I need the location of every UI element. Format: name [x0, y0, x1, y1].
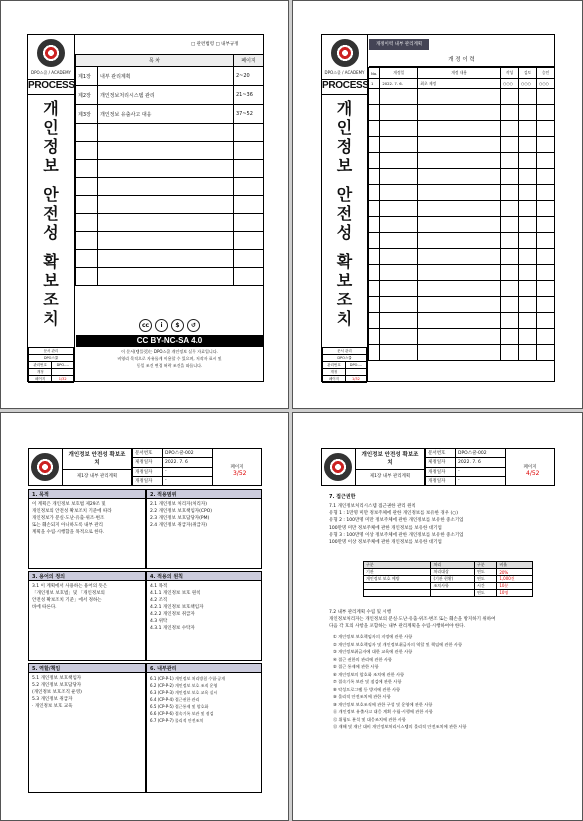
- doc-meta-table: 문서번호 DPO스쿨-002 페이지 제정일자 2022. 7. 6 개정일자 - 개정일자 -: [425, 448, 555, 486]
- cc-icon: cc: [139, 319, 152, 332]
- revision-title: 개 정 이 력: [369, 53, 554, 67]
- plan-intro: 7.2 내부 관리계획 수립 및 시행 개인정보처리자는 개인정보의 분실·도난·유출·위조·변조 또는 훼손을 방지하기 위하여 다음 각 호의 사항을 포함하는 내부 관리계획을 수립·시행하여야 한다.: [329, 610, 496, 630]
- doc-control-table: 문서 관리 DPO스쿨 관리번호 DPO-... 개정 페이지 1/32: [322, 347, 367, 383]
- logo-icon: [31, 453, 59, 481]
- section-principles: 4. 적용의 원칙 4.1 목적 4.1.1 개인정보 보호 원칙 4.2 조직 4.2.1 개인정보 보호책임자 4.2.2 개인정보 취급자 4.3 위탁 4.3.1 개인정보 수탁자: [146, 571, 262, 661]
- section-scope: 2. 적용범위 2.1 개인정보 처리자(처리자) 2.2 개인정보 보호책임자(CPO) 2.3 개인정보 보호담당자(PM) 2.4 개인정보 취급자(취급자): [146, 489, 262, 569]
- access-types: 7.1 개인정보처리시스템 접근권한 관리 원칙 유형 1 : 1만명 미만 정보주체에 관한 개인정보를 보유한 경우 (○) 유형 2 : 100만명 미만 정보주체에 관한 개인정보를 보유한 중소기업 100만명 미만 정보주체에 관한 개인정보를 보유한 대기업 유형 3 : 100만명 이상 정보주체에 관한 개인정보를 보유한 중소기업 100만명 이상 정보주체에 관한 개인정보를 보유한 대기업: [329, 504, 464, 546]
- section-definitions: 3. 용어의 정의 3.1 이 계획에서 사용하는 용어의 뜻은 「개인정보 보호법」및 「개인정보의 안전성 확보조치 기준」에서 정하는 바에 따른다.: [28, 571, 146, 661]
- doc-chapter: 제1장 내부 관리계획: [63, 469, 131, 479]
- page-2: [292, 0, 583, 409]
- license-note: 이 문서(템플릿)는 DPO스쿨 개인정보 실무 자료입니다. 비영리 목적으로 자유롭게 이용할 수 있으며, 저작자 표시 및 동일 조건 변경 허락 조건을 따릅니다.: [117, 349, 222, 368]
- plan-items-list: ① 개인정보 보호책임자의 지정에 관한 사항 ② 개인정보 보호책임자 및 개인정보취급자의 역할 및 책임에 관한 사항 ③ 개인정보취급자에 대한 교육에 관한 사항 ④ 접근 권한의 관리에 관한 사항 ⑤ 접근 통제에 관한 사항 ⑥ 개인정보의 암호화 조치에 관한 사항 ⑦ 접속기록 보관 및 점검에 관한 사항 ⑧ 악성프로그램 등 방지에 관한 사항 ⑨ 물리적 안전조치에 관한 사항 ⑩ 개인정보 보호조직에 관한 구성 및 운영에 관한 사항 ⑪ 개인정보 유출사고 대응 계획 수립·시행에 관한 사항 ⑫ 위험도 분석 및 대응조치에 관한 사항 ⑬ 재해 및 재난 대비 개인정보처리시스템의 물리적 안전조치에 관한 사항: [333, 634, 467, 729]
- by-icon: i: [155, 319, 168, 332]
- revision-table: No. 개정일 개정 내용 작성 검토 승인 1 2022. 7. 6. 최초 제정 ○○○ ○○○ ○○○: [368, 67, 555, 361]
- doc-chapter: 제1장 내부 관리계획: [356, 469, 424, 479]
- section-purpose: 1. 목적 이 계획은 개인정보 보호법 제29조 및 개인정보의 안전성 확보조치 기준에 따라 개인정보가 분실·도난·유출·위조·변조 또는 훼손되지 아니하도록 내부 관리 계획을 수립·시행함을 목적으로 한다.: [28, 489, 146, 569]
- section-internal: 6. 내부관리 6.1 (CP-P-1) 개인정보 처리방침 수립·공개 6.2 (CP-P-2) 개인정보 보호 조직 운영 6.3 (CP-P-3) 개인정보 보호 교육 실시 6.4 (CP-P-4) 접근권한 관리 6.5 (CP-P-5) 접근통제 및 암호화 6.6 (CP-P-6) 접속기록 보관 및 점검 6.7 (CP-P-7) 물리적 안전조치: [146, 663, 262, 793]
- process-label: PROCESS: [28, 79, 74, 95]
- license-bar: CC BY-NC-SA 4.0: [76, 335, 263, 347]
- reference-checkboxes[interactable]: □ 관련법령 □ 내부규정: [191, 42, 239, 47]
- toc-table: 목 차 페이지 제1장 내부 관리계획 2~20 제2장 개인정보처리시스템 관리 21~36 제3장 개인정보 유출사고 대응 37~52: [75, 54, 264, 286]
- doc-title: 개인정보 안전성 확보조치: [361, 452, 419, 466]
- logo-icon: [324, 453, 352, 481]
- toc-row: 제3장 개인정보 유출사고 대응 37~52: [76, 105, 264, 124]
- section-bar: 개정이력 내부 관리계획: [369, 39, 429, 50]
- process-label: PROCESS: [322, 79, 367, 95]
- page-4: [292, 412, 583, 821]
- standards-table: 구분 처리 구분 비율 기관 처리대상 연도 20% 개인정보 보호 예방 (기관 현황) 연도 1,000건 조치사항 시간 10분 연도 10명: [363, 561, 533, 597]
- vertical-title: 개 인 정 보 안 전 성 확 보 조 치: [43, 99, 59, 328]
- org-name: DPO스쿨 / ACADEMY: [324, 70, 365, 75]
- toc-row: 제1장 내부 관리계획 2~20: [76, 67, 264, 86]
- cc-icons: [75, 319, 264, 332]
- page-1: [0, 0, 289, 409]
- page-3: [0, 412, 289, 821]
- toc-row: 제2장 개인정보처리시스템 관리 21~36: [76, 86, 264, 105]
- doc-title: 개인정보 안전성 확보조치: [68, 452, 126, 466]
- nc-icon: $: [171, 319, 184, 332]
- revision-row: 1 2022. 7. 6. 최초 제정 ○○○ ○○○ ○○○: [369, 79, 555, 89]
- page-number: 4/52: [526, 470, 540, 477]
- section-roles: 5. 역할/책임 5.1 개인정보 보호책임자 5.2 개인정보 보호담당자 (개인정보 보호조직 운영) 5.3 개인정보 취급자 · 개인정보 보호 교육: [28, 663, 146, 793]
- vertical-title: 개 인 정 보 안 전 성 확 보 조 치: [336, 99, 353, 328]
- logo-icon: [37, 39, 65, 67]
- logo-icon: [331, 39, 359, 67]
- sa-icon: ↺: [187, 319, 200, 332]
- page-number: 3/52: [233, 470, 247, 477]
- doc-meta-table: 문서번호 DPO스쿨-002 페이지 제정일자 2022. 7. 6 개정일자 - 개정일자 -: [132, 448, 262, 486]
- org-name: DPO스쿨 / ACADEMY: [31, 70, 71, 75]
- section-heading: 7. 접근권한: [329, 494, 356, 500]
- doc-control-table: 문서 관리 DPO스쿨 관리번호 DPO-... 개정 페이지 1/32: [28, 347, 74, 383]
